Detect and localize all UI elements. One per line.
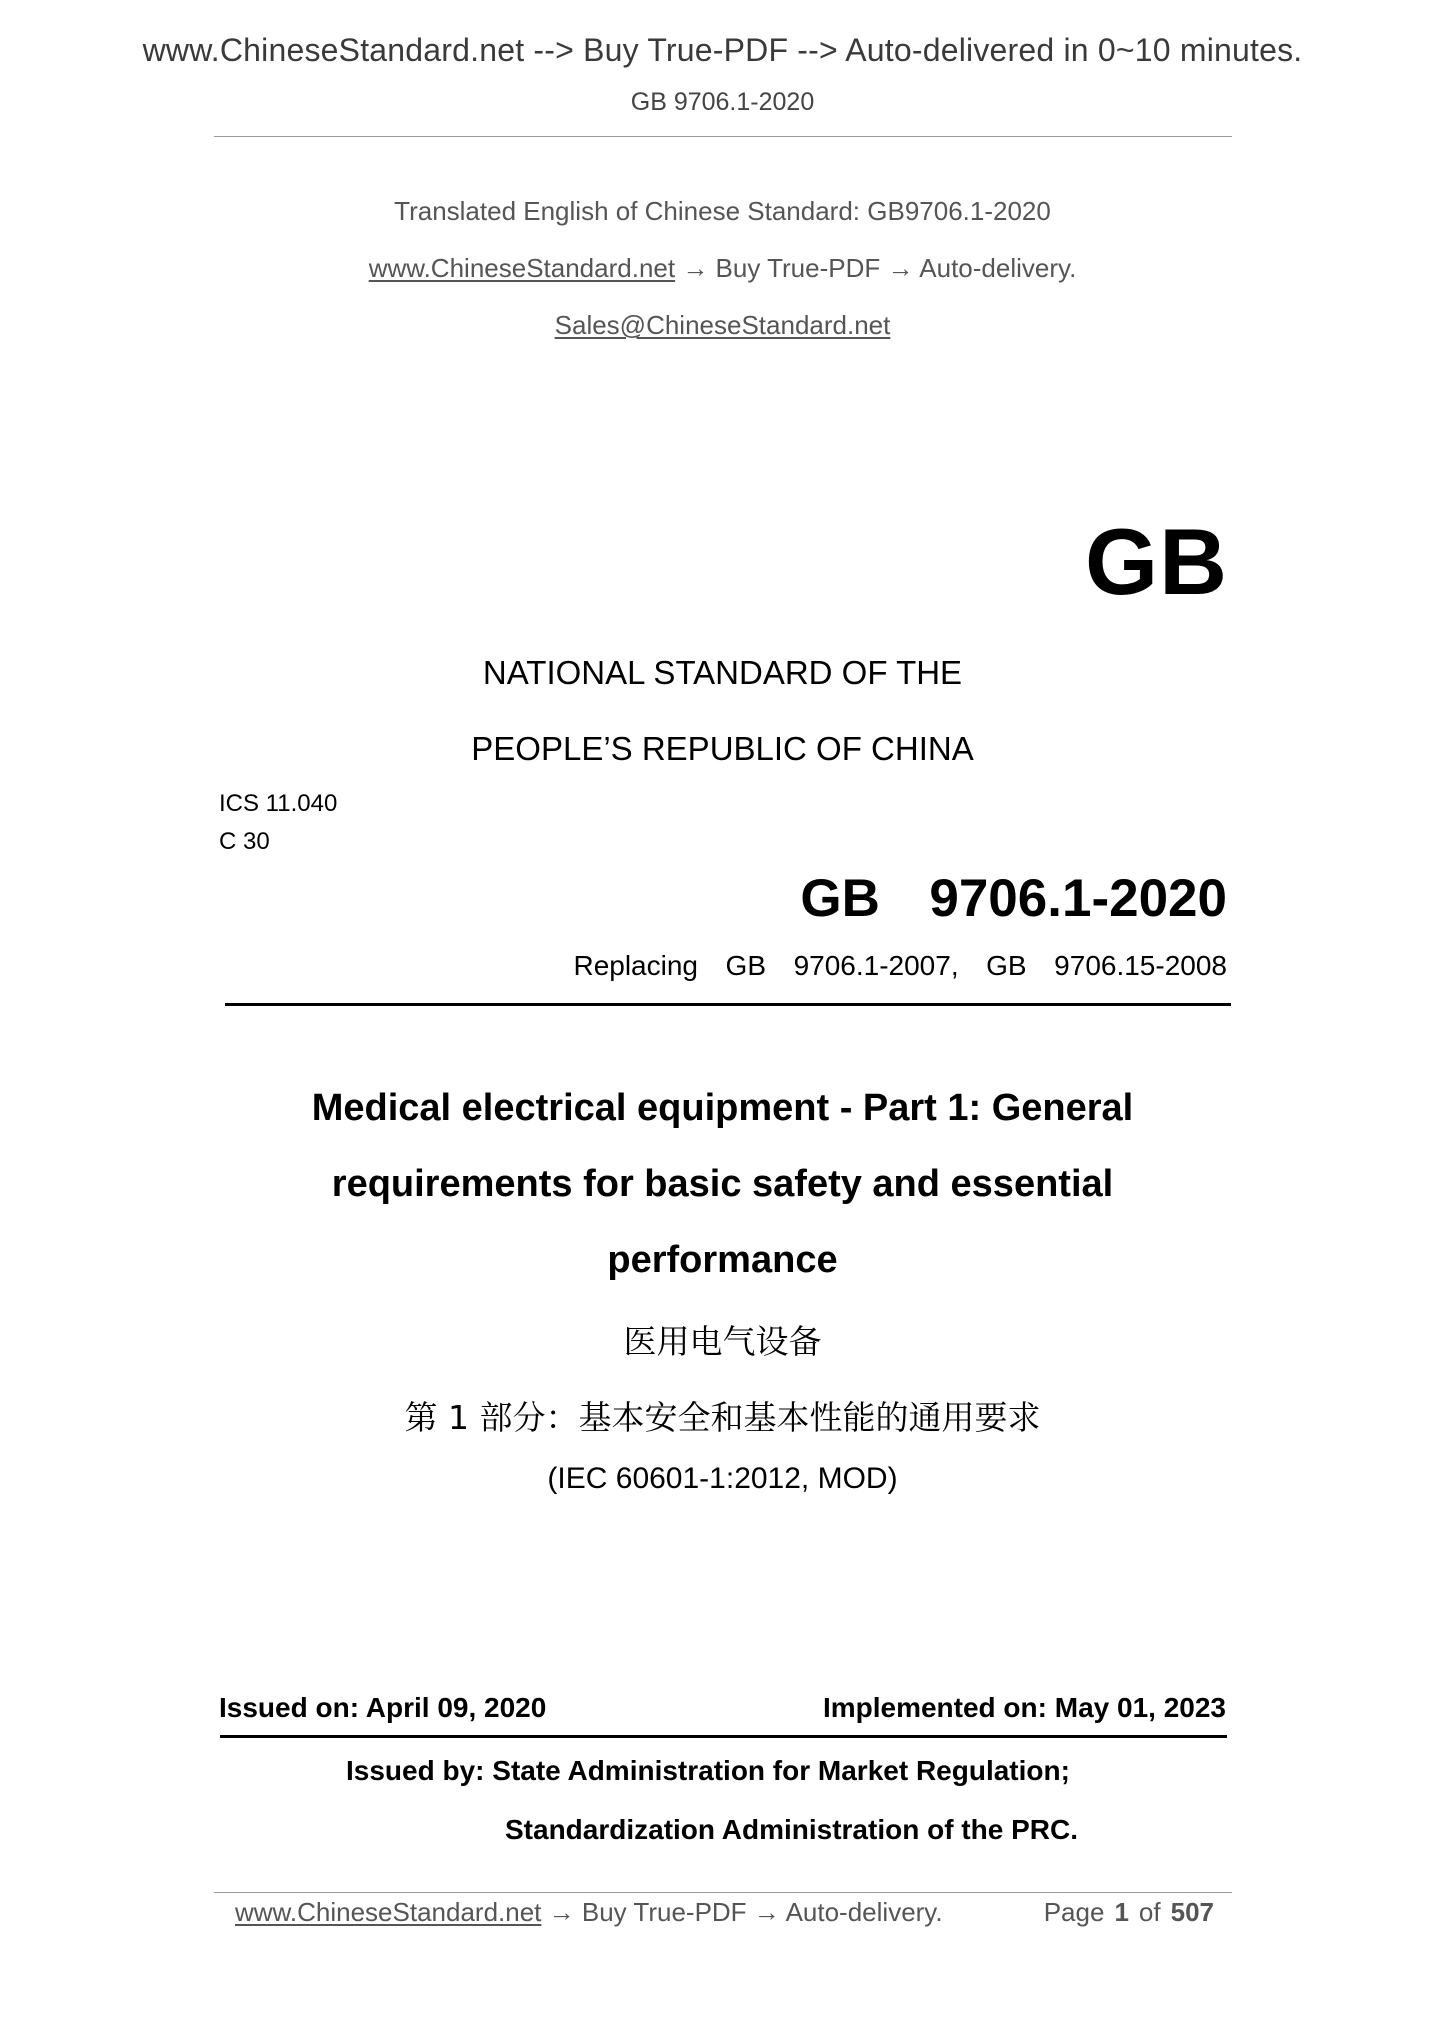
page-label: Page bbox=[1043, 1897, 1105, 1927]
issued-on-date: Issued on: April 09, 2020 bbox=[219, 1692, 547, 1723]
national-standard-line1: NATIONAL STANDARD OF THE bbox=[482, 654, 963, 691]
title-line-3: performance bbox=[607, 1239, 838, 1281]
issued-divider bbox=[220, 1735, 1227, 1738]
header-standard-code: GB 9706.1-2020 bbox=[630, 88, 815, 116]
site-link[interactable]: www.ChineseStandard.net bbox=[368, 253, 676, 283]
replacing-note: Replacing GB 9706.1-2007, GB 9706.15-2008 bbox=[573, 950, 1227, 981]
email-link[interactable]: Sales@ChineseStandard.net bbox=[554, 310, 891, 340]
implemented-on-date: Implemented on: May 01, 2023 bbox=[822, 1692, 1226, 1723]
page-indicator bbox=[1044, 1897, 1214, 1928]
ccs-code: C 30 bbox=[219, 828, 270, 855]
title-line-1: Medical electrical equipment - Part 1: General bbox=[311, 1087, 1134, 1129]
gb-mark: GB bbox=[1085, 509, 1228, 614]
footer-purchase-text: → Buy True-PDF → Auto-delivery. bbox=[541, 1897, 943, 1927]
chinese-title-line-1: 医用电气设备 bbox=[623, 1322, 822, 1361]
page-number: 1 bbox=[1114, 1897, 1129, 1927]
footer-purchase-line bbox=[235, 1897, 943, 1928]
footer-site-link[interactable]: www.ChineseStandard.net bbox=[235, 1897, 542, 1927]
email-line bbox=[0, 310, 1445, 341]
translation-note: Translated English of Chinese Standard: GB9706.1-2020 bbox=[394, 196, 1051, 226]
top-banner: www.ChineseStandard.net --> Buy True-PDF --> Auto-delivered in 0~10 minutes. bbox=[142, 32, 1303, 68]
of-label: of bbox=[1138, 1897, 1161, 1927]
national-standard-line2: PEOPLE’S REPUBLIC OF CHINA bbox=[471, 730, 974, 767]
total-pages: 507 bbox=[1170, 1897, 1214, 1927]
standard-code: GB 9706.1-2020 bbox=[800, 869, 1227, 928]
purchase-text: → Buy True-PDF → Auto-delivery. bbox=[675, 253, 1077, 283]
chinese-title-line-2: 第 1 部分：基本安全和基本性能的通用要求 bbox=[404, 1398, 1041, 1437]
ics-code: ICS 11.040 bbox=[219, 790, 338, 817]
footer-divider bbox=[214, 1892, 1232, 1893]
issued-by-line-1: Issued by: State Administration for Market Regulation; bbox=[346, 1755, 1070, 1786]
issued-by-line-2: Standardization Administration of the PRC. bbox=[505, 1814, 1078, 1845]
title-line-2: requirements for basic safety and essential bbox=[331, 1163, 1114, 1205]
iec-reference: (IEC 60601-1:2012, MOD) bbox=[547, 1462, 898, 1495]
header-divider bbox=[214, 136, 1232, 137]
title-divider bbox=[225, 1003, 1231, 1006]
purchase-line bbox=[0, 253, 1445, 284]
